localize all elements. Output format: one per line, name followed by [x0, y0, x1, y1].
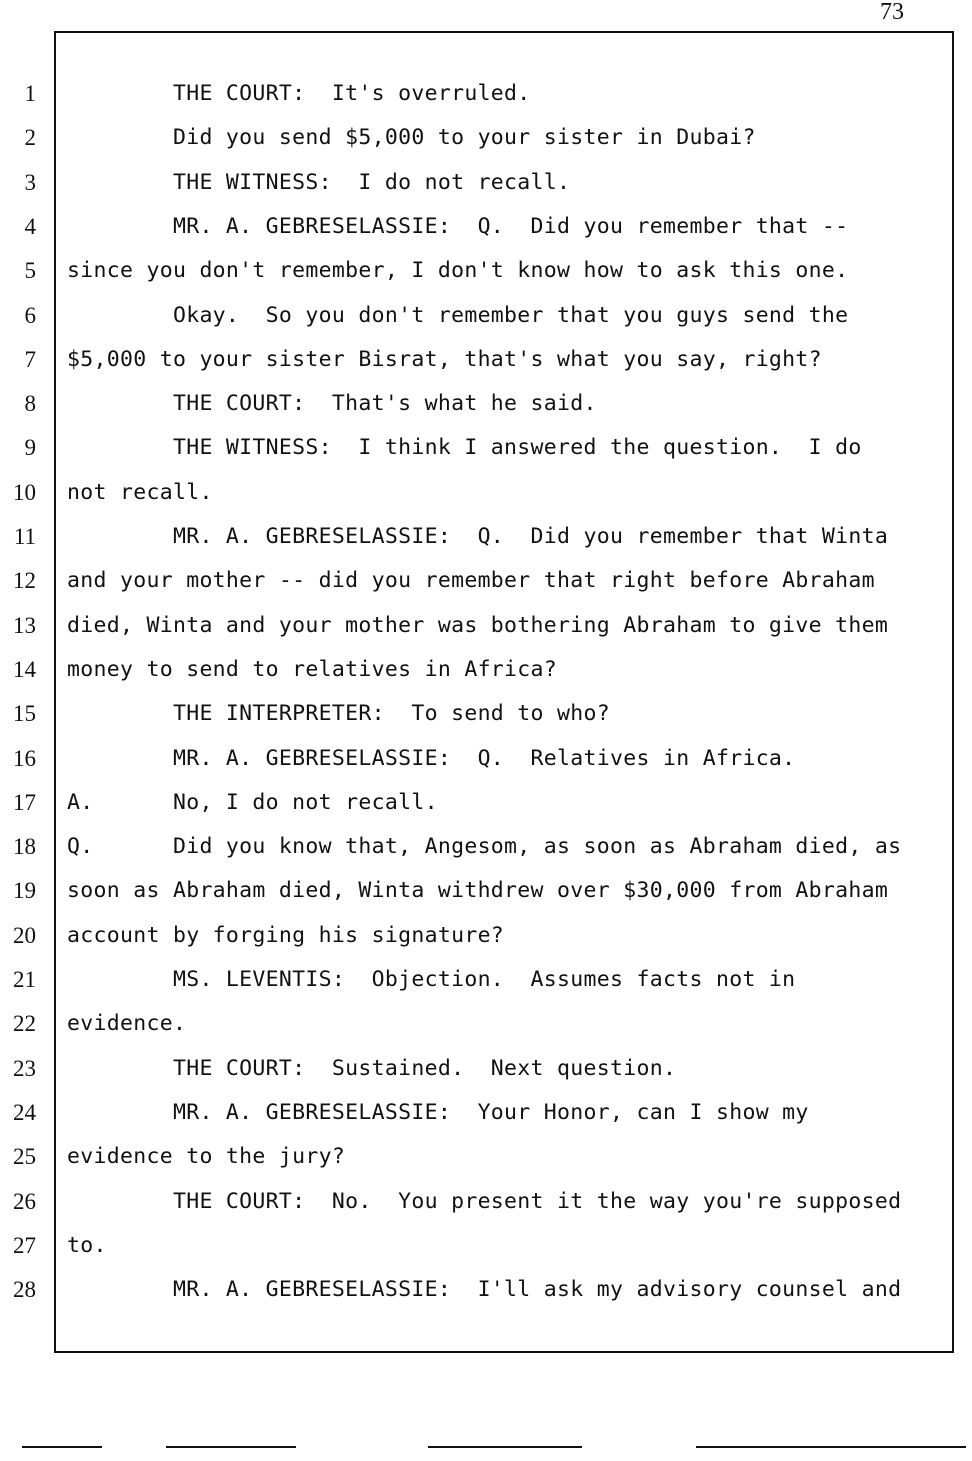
transcript-line: MR. A. GEBRESELASSIE: Q. Relatives in Africa. — [67, 745, 796, 771]
line-number: 15 — [13, 701, 36, 727]
line-number: 11 — [13, 524, 36, 549]
line-number: 12 — [13, 568, 36, 594]
line-number: 16 — [13, 745, 36, 771]
transcript-line: THE COURT: That's what he said. — [67, 391, 597, 417]
line-number: 14 — [13, 656, 36, 682]
transcript-line: THE COURT: Sustained. Next question. — [67, 1055, 677, 1081]
line-number: 6 — [24, 302, 36, 328]
footer-rule — [428, 1446, 582, 1448]
line-number: 25 — [13, 1144, 36, 1170]
transcript-line: MR. A. GEBRESELASSIE: Q. Did you remember that -- — [67, 213, 849, 239]
line-number: 26 — [13, 1188, 36, 1214]
line-number: 1 — [24, 81, 36, 106]
footer-rule — [22, 1446, 102, 1448]
line-number: 8 — [24, 391, 36, 417]
line-number: 5 — [24, 258, 36, 284]
line-number: 4 — [24, 213, 36, 239]
transcript-line: died, Winta and your mother was bothering Abraham to give them — [67, 612, 889, 638]
transcript-line: THE WITNESS: I do not recall. — [67, 169, 571, 195]
transcript-line: account by forging his signature? — [67, 922, 505, 948]
transcript-line: Did you send $5,000 to your sister in Dubai? — [67, 125, 756, 151]
line-number: 10 — [13, 479, 36, 505]
line-number: 23 — [13, 1055, 36, 1081]
transcript-line: and your mother -- did you remember that right before Abraham — [67, 568, 875, 594]
transcript-line: money to send to relatives in Africa? — [67, 656, 558, 682]
transcript-line: THE WITNESS: I think I answered the question. I do — [67, 435, 862, 461]
transcript-line: evidence to the jury? — [67, 1144, 346, 1170]
line-number: 22 — [13, 1011, 36, 1037]
line-number: 24 — [13, 1099, 36, 1125]
line-number: 27 — [13, 1232, 36, 1258]
footer-rules — [0, 1446, 972, 1450]
transcript-line: MR. A. GEBRESELASSIE: Your Honor, can I show my — [67, 1099, 809, 1125]
transcript-line: THE INTERPRETER: To send to who? — [67, 701, 611, 727]
line-number: 28 — [13, 1277, 36, 1303]
transcript-line: soon as Abraham died, Winta withdrew over $30,000 from Abraham — [67, 878, 889, 904]
footer-rule — [696, 1446, 966, 1448]
transcript-line: since you don't remember, I don't know how to ask this one. — [67, 258, 849, 284]
line-number: 3 — [24, 169, 36, 195]
transcript-line: MR. A. GEBRESELASSIE: Q. Did you remember that Winta — [67, 524, 889, 549]
line-number: 19 — [13, 878, 36, 904]
line-number: 21 — [13, 967, 36, 992]
transcript-line: Okay. So you don't remember that you guys send the — [67, 302, 849, 328]
line-number: 13 — [13, 612, 36, 638]
line-number: 7 — [24, 346, 36, 372]
transcript-line: THE COURT: It's overruled. — [67, 81, 531, 106]
line-number: 20 — [13, 922, 36, 948]
line-number: 18 — [13, 834, 36, 860]
transcript-line: A. No, I do not recall. — [67, 789, 438, 815]
transcript-line: THE COURT: No. You present it the way you're supposed — [67, 1188, 902, 1214]
page-number: 73 — [880, 0, 904, 25]
transcript-line: evidence. — [67, 1011, 187, 1037]
footer-rule — [166, 1446, 296, 1448]
transcript-line: not recall. — [67, 479, 213, 505]
line-number: 9 — [24, 435, 36, 461]
transcript-line: MS. LEVENTIS: Objection. Assumes facts not in — [67, 967, 796, 992]
transcript-line: MR. A. GEBRESELASSIE: I'll ask my advisory counsel and — [67, 1277, 902, 1303]
transcript-line: to. — [67, 1232, 107, 1258]
transcript-line: Q. Did you know that, Angesom, as soon as Abraham died, as — [67, 834, 902, 860]
line-number: 2 — [24, 125, 36, 151]
line-number: 17 — [13, 789, 36, 815]
transcript-line: $5,000 to your sister Bisrat, that's what you say, right? — [67, 346, 822, 372]
